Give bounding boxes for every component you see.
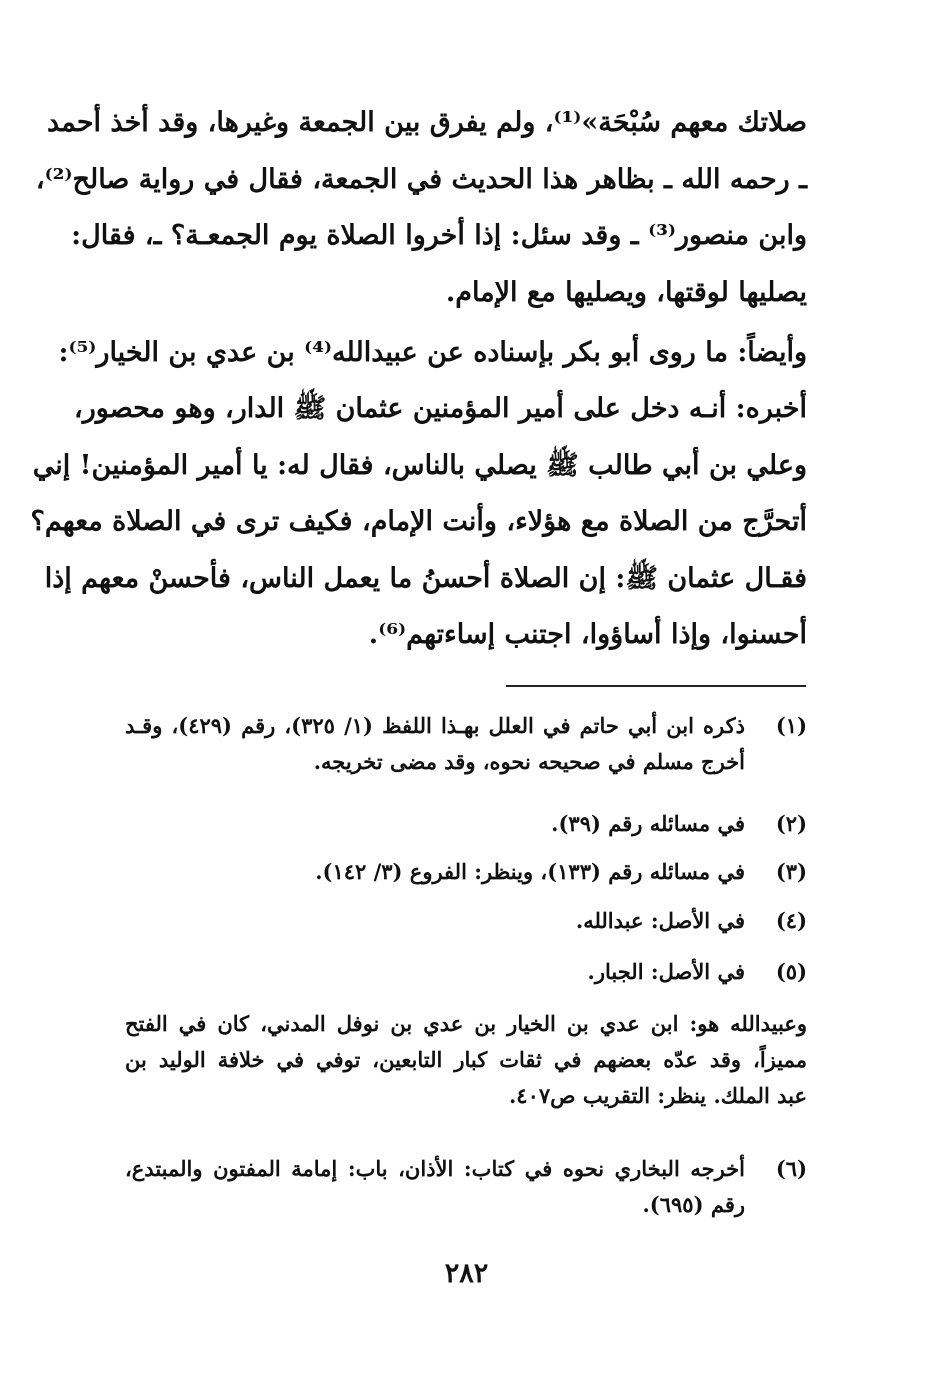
footnote-line: في مسائله رقم (٣٩). bbox=[551, 811, 745, 836]
footnote-1 bbox=[125, 708, 807, 780]
page-number: ٢٨٢ bbox=[444, 1258, 489, 1289]
footnote-2 bbox=[125, 806, 807, 842]
main-text-line: يصليها لوقتها، ويصليها مع الإمام. bbox=[445, 277, 807, 308]
main-text-line: أخبره: أنـه دخل على أمير المؤمنين عثمان ﷺ الدار، وهو محصور، bbox=[74, 393, 807, 424]
main-text-line: وعلي بن أبي طالب ﷺ يصلي بالناس، فقال له: يا أمير المؤمنين! إني bbox=[32, 450, 807, 481]
main-text-line: أتحرَّج من الصلاة مع هؤلاء، وأنت الإمام، فكيف ترى في الصلاة معهم؟ bbox=[30, 506, 807, 537]
footnote-6 bbox=[125, 1151, 807, 1223]
footnote-number: (١) bbox=[775, 713, 807, 738]
main-text-line: وأيضاً: ما روى أبو بكر بإسناده عن عبيدالله⁽⁴⁾ بن عدي بن الخيار⁽⁵⁾: bbox=[58, 337, 807, 368]
footnote-3 bbox=[125, 854, 807, 890]
footnote-separator bbox=[506, 685, 806, 687]
main-text-line: وابن منصور⁽³⁾ ـ وقد سئل: إذا أخروا الصلاة يوم الجمعـة؟ ـ، فقال: bbox=[71, 220, 807, 251]
main-text-line: أحسنوا، وإذا أساؤوا، اجتنب إساءتهم⁽⁶⁾. bbox=[368, 619, 807, 650]
footnote-number: (٥) bbox=[775, 959, 807, 984]
footnote-line: رقم (٦٩٥). bbox=[642, 1192, 745, 1217]
footnote-line: في الأصل: عبدالله. bbox=[575, 908, 745, 933]
footnote-4 bbox=[125, 903, 807, 939]
footnote-line: أخرجه البخاري نحوه في كتاب: الأذان، باب: إمامة المفتون والمبتدع، bbox=[125, 1156, 745, 1181]
footnote-line: في الأصل: الجبار. bbox=[587, 959, 745, 984]
footnote-number: (٣) bbox=[775, 859, 807, 884]
footnote-line: وعبيدالله هو: ابن عدي بن الخيار بن عدي بن نوفل المدني، كان في الفتح bbox=[125, 1011, 807, 1036]
footnote-number: (٢) bbox=[775, 811, 807, 836]
main-text-line: ـ رحمه الله ـ بظاهر هذا الحديث في الجمعة، فقال في رواية صالح⁽²⁾، bbox=[35, 164, 807, 195]
footnote-line: عبد الملك. ينظر: التقريب ص٤٠٧. bbox=[508, 1083, 807, 1108]
footnote-line: في مسائله رقم (١٣٣)، وينظر: الفروع (٣/ ١٤٢). bbox=[315, 859, 745, 884]
footnote-line: مميزاً، وقد عدّه بعضهم في ثقات كبار التابعين، توفي في خلافة الوليد بن bbox=[125, 1047, 807, 1072]
footnote-line: أخرج مسلم في صحيحه نحوه، وقد مضى تخريجه. bbox=[313, 749, 745, 774]
footnote-5 bbox=[125, 954, 807, 990]
main-text-line: صلاتك معهم سُبْحَة»⁽¹⁾، ولم يفرق بين الجمعة وغيرها، وقد أخذ أحمد bbox=[47, 107, 807, 138]
footnote-5-continuation bbox=[125, 1006, 807, 1114]
footnote-line: ذكره ابن أبي حاتم في العلل بهـذا اللفظ (١/ ٣٢٥)، رقم (٤٢٩)، وقـد bbox=[125, 713, 745, 738]
main-text-line: فقـال عثمان ﷺ: إن الصلاة أحسنُ ما يعمل الناس، فأحسنْ معهم إذا bbox=[44, 563, 807, 594]
footnote-number: (٦) bbox=[775, 1156, 807, 1181]
footnote-number: (٤) bbox=[775, 908, 807, 933]
